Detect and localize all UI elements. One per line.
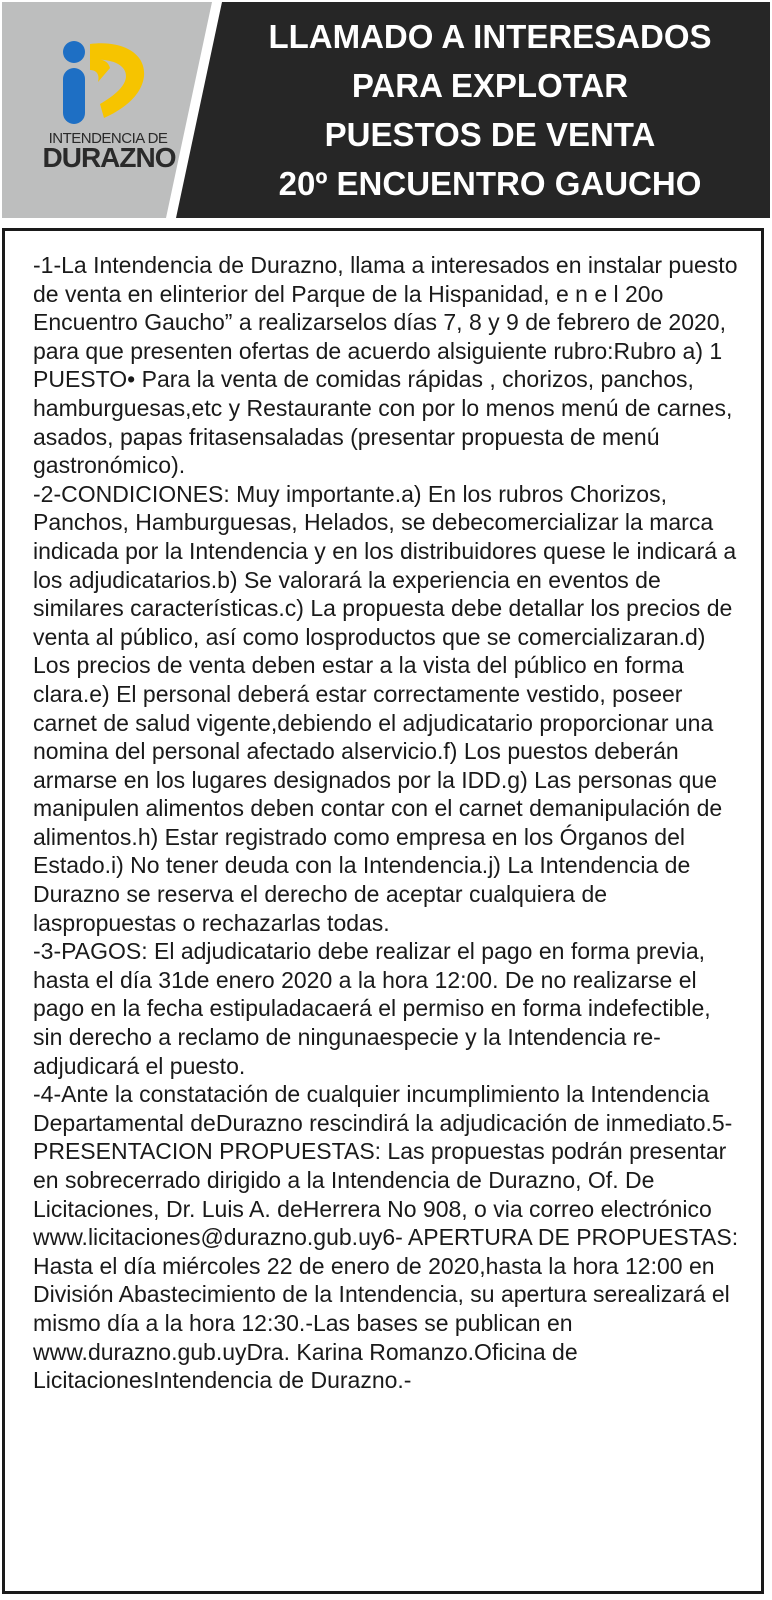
logo-text-intendencia: INTENDENCIA DE [48, 130, 168, 147]
page-title [220, 12, 760, 208]
notice-body-box [2, 228, 764, 1594]
header-banner [0, 0, 772, 222]
title-line: 20º ENCUENTRO GAUCHO [278, 165, 702, 202]
title-line: LLAMADO A INTERESADOS [268, 18, 712, 55]
paragraph-item-1: -1-La Intendencia de Durazno, llama a interesados en instalar puesto de venta en elinterior del Parque de la Hispanidad, e n e l 20o Encuentro Gaucho” a realizarselos días 7, 8 y 9 de febrero de 2020, para que presenten ofertas de acuerdo alsiguiente rubro:Rubro a) 1 PUESTO• Para la venta de comidas rápidas , chorizos, panchos, hamburguesas,etc y Restaurante con por lo menos menú de carnes, asados, papas fritasensaladas (presentar propuesta de menú gastronómico). [33, 252, 738, 479]
paragraph-item-4-presentacion: -4-Ante la constatación de cualquier incumplimiento la Intendencia Departamental deDurazno rescindirá la adjudicación de inmediato.5- PRESENTACION PROPUESTAS: Las propuestas podrán presentar en sobrecerrado dirigido a la Intendencia de Durazno, Of. De Licitaciones, Dr. Luis A. deHerrera No 908, o via correo electrónico www.licitaciones@durazno.gub.uy6- APERTURA DE PROPUESTAS: Hasta el día miércoles 22 de enero de 2020,hasta la hora 12:00 en División Abastecimiento de la Intendencia, su apertura serealizará el mismo día a la hora 12:30.-Las bases se publican en www.durazno.gub.uyDra. Karina Romanzo.Oficina de LicitacionesIntendencia de Durazno.- [33, 1081, 739, 1394]
title-line: PUESTOS DE VENTA [324, 116, 656, 153]
paragraph-item-2-condiciones: -2-CONDICIONES: Muy importante.a) En los rubros Chorizos, Panchos, Hamburguesas, Helados, se debecomercializar la marca indicada por la Intendencia y en los distribuidores quese le indicará a los adjudicatarios.b) Se valorará la experiencia en eventos de similares características.c) La propuesta debe detallar los precios de venta al público, así como losproductos que se comercializaran.d) Los precios de venta deben estar a la vista del público en forma clara.e) El personal deberá estar correctamente vestido, poseer carnet de salud vigente,debiendo el adjudicatario proporcionar una nomina del personal afectado alservicio.f) Los puestos deberán armarse en los lugares designados por la IDD.g) Las personas que manipulen alimentos deben contar con el carnet demanipulación de alimentos.h) Estar registrado como empresa en los Órganos del Estado.i) No tener deuda con la Intendencia.j) La Intendencia de Durazno se reserva el derecho de aceptar cualquiera de laspropuestas o rechazarlas todas. [33, 480, 737, 936]
paragraph-item-3-pagos: -3-PAGOS: El adjudicatario debe realizar el pago en forma previa, hasta el día 31de enero 2020 a la hora 12:00. De no realizarse el pago en la fecha estipuladacaerá el permiso en forma indefectible, sin derecho a reclamo de ningunaespecie y la Intendencia re-adjudicará el puesto. [33, 938, 711, 1079]
notice-body-text [33, 251, 743, 1395]
title-line: PARA EXPLOTAR [351, 67, 629, 104]
intendencia-logo-icon [60, 38, 150, 128]
logo-text-durazno: DURAZNO [42, 142, 176, 173]
